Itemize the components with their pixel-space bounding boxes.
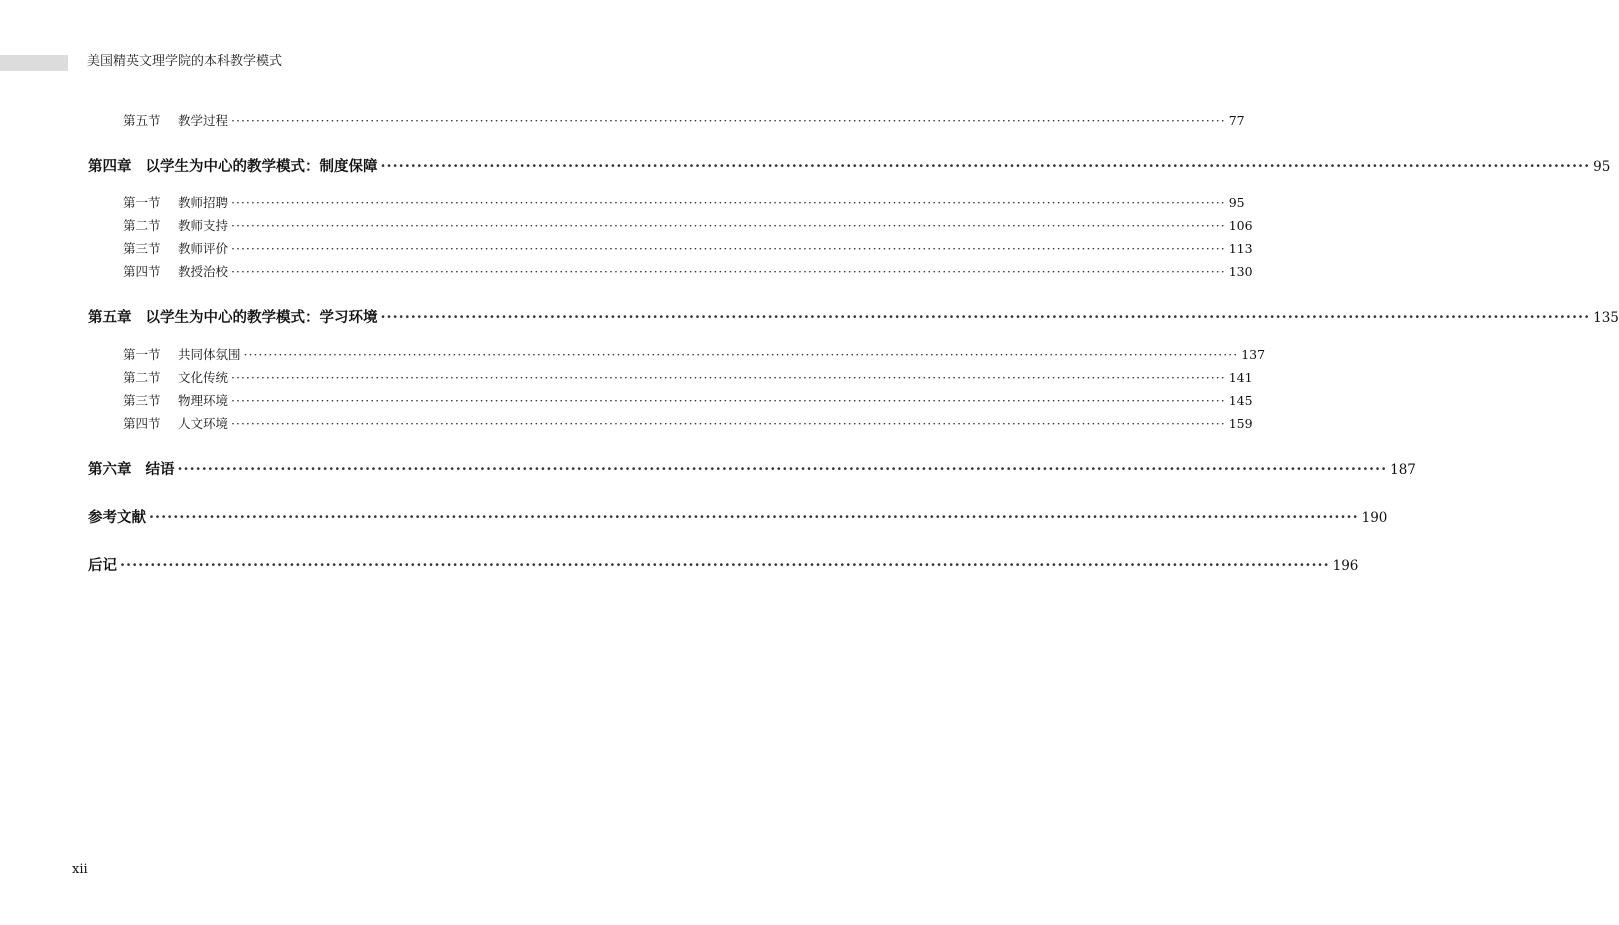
toc-chapter-row	[88, 458, 1416, 478]
page-number: xii	[72, 862, 88, 877]
toc-entry-title: 物理环境	[178, 393, 229, 408]
toc-entry-page: 113	[1228, 241, 1253, 256]
toc-section-row	[123, 193, 1245, 211]
toc-entry-page: 135	[1593, 310, 1619, 326]
toc-entry-title: 以学生为中心的教学模式：制度保障	[145, 158, 378, 175]
toc-entry-page: 187	[1390, 462, 1416, 478]
toc-entry-label	[88, 506, 146, 527]
toc-entry-page: 130	[1228, 264, 1253, 279]
toc-leader-dots: ········································································································································································································	[231, 393, 1226, 408]
toc-entry-title: 教师支持	[178, 218, 229, 233]
toc-entry-title: 教师评价	[178, 241, 229, 256]
toc-entry-page: 190	[1361, 510, 1388, 526]
toc-entry-title: 后记	[88, 557, 117, 574]
toc-entry-page: 137	[1241, 347, 1266, 362]
toc-entry-title: 共同体氛围	[178, 347, 241, 362]
toc-section-row	[123, 414, 1253, 432]
toc-entry-label	[88, 155, 378, 176]
toc-entry-page: 95	[1228, 195, 1245, 210]
toc-entry-label	[123, 368, 228, 386]
toc-entry-label	[123, 345, 241, 363]
toc-entry-number: 第四节	[123, 416, 161, 431]
toc-entry-label	[123, 414, 228, 432]
toc-section-row	[123, 239, 1253, 257]
toc-leader-dots: ········································································································································································································	[231, 370, 1226, 385]
toc-entry-label	[88, 306, 378, 327]
toc-entry-page: 106	[1228, 218, 1253, 233]
toc-entry-title: 以学生为中心的教学模式：学习环境	[145, 309, 378, 326]
toc-entry-label	[123, 391, 228, 409]
toc-section-row	[123, 345, 1266, 363]
toc-entry-number: 第一节	[123, 195, 161, 210]
toc-entry-number: 第二节	[123, 370, 161, 385]
toc-entry-page: 141	[1228, 370, 1253, 385]
toc-entry-label	[88, 458, 175, 479]
toc-leader-dots: ········································································································································································································	[231, 241, 1226, 256]
toc-leader-dots: ········································································································································································································	[380, 158, 1591, 175]
running-header-title: 美国精英文理学院的本科教学模式	[87, 54, 283, 69]
toc-leader-dots: ········································································································································································································	[120, 557, 1330, 574]
toc-entry-page: 196	[1332, 558, 1359, 574]
toc-entry-number: 第三节	[123, 241, 161, 256]
toc-entry-label	[123, 111, 228, 129]
toc-entry-page: 145	[1228, 393, 1253, 408]
toc-entry-number: 第五章	[88, 309, 132, 326]
toc-entry-title: 教学过程	[178, 113, 229, 128]
toc-chapter-row	[88, 506, 1388, 526]
toc-entry-page: 77	[1228, 113, 1245, 128]
toc-section-row	[123, 368, 1253, 386]
toc-entry-label	[123, 239, 228, 257]
toc-leader-dots: ········································································································································································································	[231, 218, 1226, 233]
toc-entry-page: 95	[1593, 159, 1611, 175]
toc-leader-dots: ········································································································································································································	[231, 113, 1226, 128]
toc-entry-number: 第三节	[123, 393, 161, 408]
toc-entry-number: 第五节	[123, 113, 161, 128]
toc-leader-dots: ········································································································································································································	[231, 195, 1226, 210]
toc-chapter-row	[88, 155, 1611, 175]
toc-section-row	[123, 262, 1253, 280]
toc-section-row	[123, 216, 1253, 234]
toc-entry-number: 第一节	[123, 347, 161, 362]
header-bar	[0, 55, 68, 71]
toc-entry-title: 参考文献	[88, 509, 146, 526]
toc-entry-title: 结语	[145, 461, 175, 478]
toc-chapter-row	[88, 306, 1619, 326]
toc-entry-page: 159	[1228, 416, 1253, 431]
toc-leader-dots: ········································································································································································································	[149, 509, 1359, 526]
toc-leader-dots: ········································································································································································································	[177, 461, 1388, 478]
toc-entry-title: 人文环境	[178, 416, 229, 431]
toc-entry-number: 第六章	[88, 461, 132, 478]
toc-entry-number: 第四章	[88, 158, 132, 175]
toc-entry-label	[123, 216, 228, 234]
toc-section-row	[123, 391, 1253, 409]
toc-entry-number: 第二节	[123, 218, 161, 233]
toc-entry-title: 文化传统	[178, 370, 229, 385]
toc-entry-title: 教师招聘	[178, 195, 229, 210]
toc-leader-dots: ········································································································································································································	[231, 416, 1226, 431]
toc-leader-dots: ········································································································································································································	[243, 347, 1239, 362]
toc-entry-label	[123, 262, 228, 280]
toc-leader-dots: ········································································································································································································	[231, 264, 1226, 279]
toc-entry-number: 第四节	[123, 264, 161, 279]
toc-entry-title: 教授治校	[178, 264, 229, 279]
toc-entry-label	[123, 193, 228, 211]
toc-chapter-row	[88, 554, 1359, 574]
toc-leader-dots: ········································································································································································································	[380, 309, 1591, 326]
toc-section-row	[123, 111, 1245, 129]
toc-entry-label	[88, 554, 117, 575]
